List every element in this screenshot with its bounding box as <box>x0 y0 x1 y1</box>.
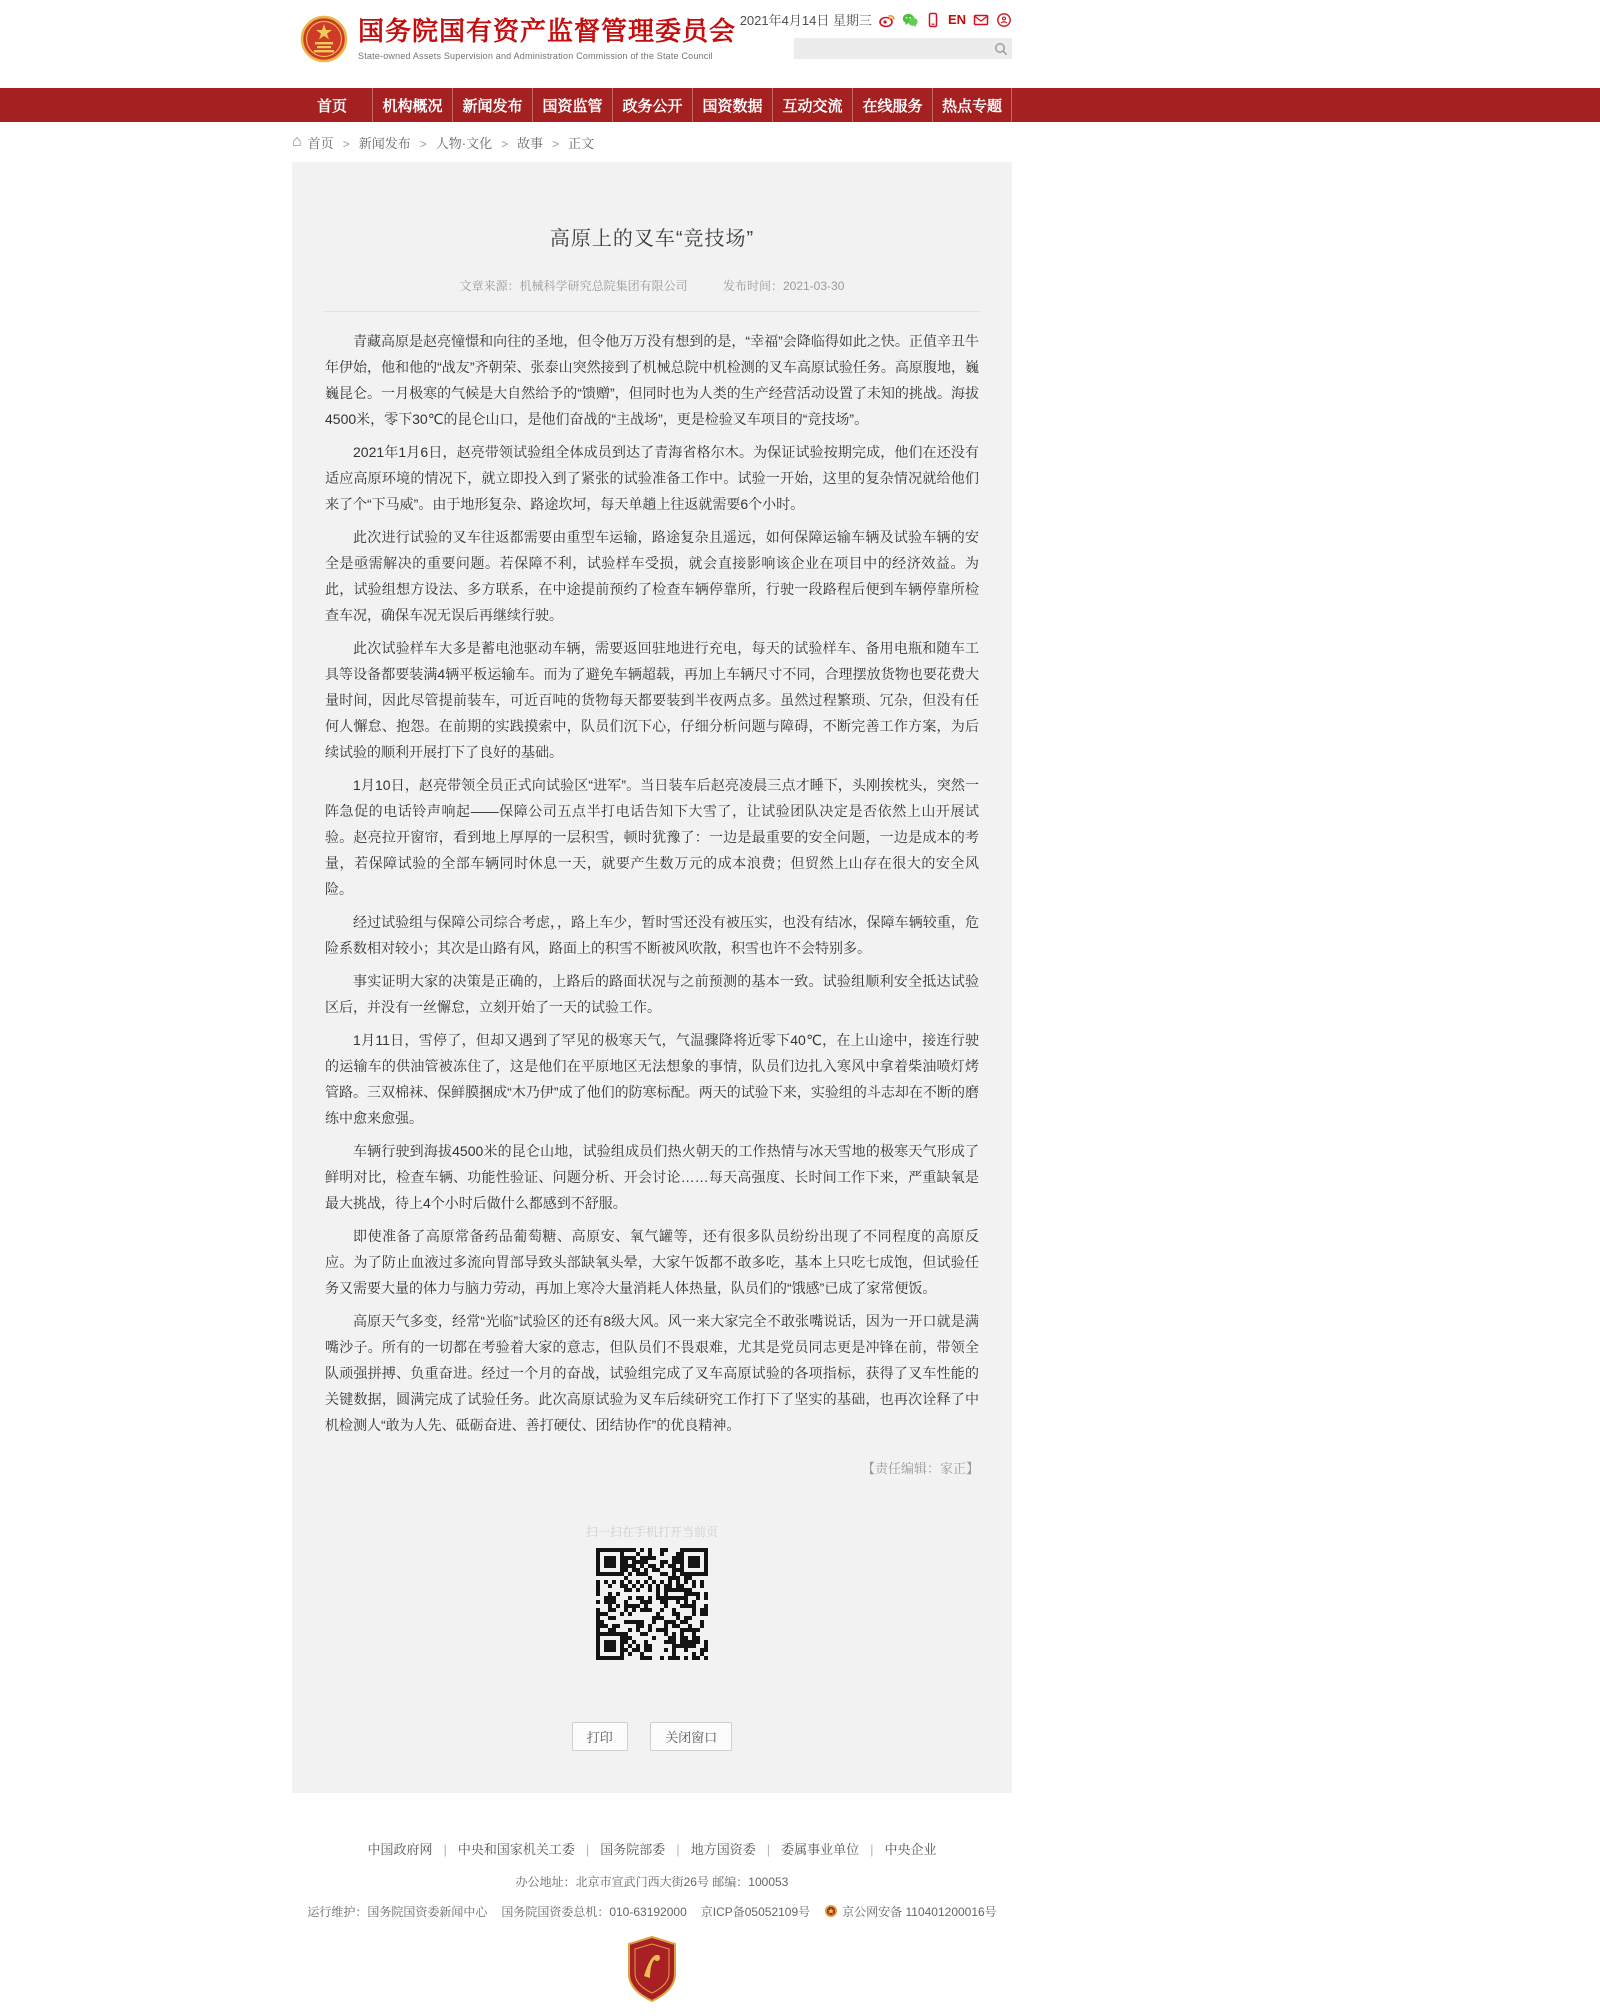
footer-phone: 国务院国资委总机：010-63192000 <box>501 1905 687 1919</box>
footer-icp[interactable]: 京ICP备05052109号 <box>700 1905 811 1919</box>
footer-link[interactable]: | 中央和国家机关工委 <box>432 1842 574 1857</box>
breadcrumb-item[interactable]: > 人物·文化 <box>411 133 492 152</box>
footer-link[interactable]: | 中央企业 <box>859 1842 936 1857</box>
site-title: 国务院国有资产监督管理委员会 <box>358 16 737 47</box>
site-header <box>0 0 1600 88</box>
article-paragraph: 事实证明大家的决策是正确的，上路后的路面状况与之前预测的基本一致。试验组顺利安全抵达试验区后，并没有一丝懈怠，立刻开始了一天的试验工作。 <box>325 973 979 1015</box>
site-footer <box>0 1793 1600 2016</box>
current-date: 2021年4月14日 星期三 <box>739 13 872 28</box>
editor-credit: 【责任编辑：家正】 <box>861 1461 979 1476</box>
search-input[interactable] <box>802 42 994 56</box>
article-panel <box>292 162 1012 1793</box>
footer-police-text: 京公网安备 110401200016号 <box>842 1905 997 1919</box>
article-paragraph: 高原天气多变，经常“光临”试验区的还有8级大风。风一来大家完全不敢张嘴说话，因为一开口就是满嘴沙子。所有的一切都在考验着大家的意志，但队员们不畏艰难，尤其是党员同志更是冲锋在前，带领全队顽强拼搏、负重奋进。经过一个月的奋战，试验组完成了叉车高原试验的各项指标，获得了叉车性能的关键数据，圆满完成了试验任务。此次高原试验为叉车后续研究工作打下了坚实的基础，也再次诠释了中机检测人“敢为人先、砥砺奋进、善打硬仗、团结协作”的优良精神。 <box>325 1313 979 1433</box>
message-seal-icon[interactable] <box>996 12 1012 28</box>
site-subtitle: State-owned Assets Supervision and Administration Commission of the State Council <box>358 50 713 61</box>
article-paragraph: 车辆行驶到海拔4500米的昆仑山地，试验组成员们热火朝天的工作热情与冰天雪地的极寒天气形成了鲜明对比，检查车辆、功能性验证、问题分析、开会讨论……每天高强度、长时间工作下来，严重缺氧是最大挑战，待上4个小时后做什么都感到不舒服。 <box>325 1143 979 1211</box>
wechat-icon[interactable] <box>902 12 918 28</box>
article-paragraph: 此次试验样车大多是蓄电池驱动车辆，需要返回驻地进行充电，每天的试验样车、备用电瓶和随车工具等设备都要装满4辆平板运输车。而为了避免车辆超载，再加上车辆尺寸不同，合理摆放货物也要花费大量时间，因此尽管提前装车，可近百吨的货物每天都要装到半夜两点多。虽然过程繁琐、冗杂，但没有任何人懈怠、抱怨。在前期的实践摸索中，队员们沉下心，仔细分析问题与障碍，不断完善工作方案，为后续试验的顺利开展打下了良好的基础。 <box>325 640 979 760</box>
nav-item[interactable]: 首页 <box>316 97 347 115</box>
nav-item[interactable]: 国资监管 <box>532 88 612 122</box>
footer-links <box>292 1839 1012 1858</box>
nav-item[interactable]: 互动交流 <box>772 88 852 122</box>
weibo-icon[interactable] <box>879 12 895 28</box>
search-box[interactable] <box>794 38 1012 59</box>
qr-tip-text: 扫一扫在手机打开当前页 <box>585 1525 718 1539</box>
footer-police-record[interactable] <box>824 1903 997 1920</box>
qr-code <box>596 1548 708 1660</box>
footer-link[interactable]: | 国务院部委 <box>575 1842 665 1857</box>
footer-link[interactable]: | 地方国资委 <box>665 1842 755 1857</box>
article-meta <box>325 277 979 294</box>
qr-block <box>325 1523 979 1660</box>
nav-item[interactable]: 热点专题 <box>932 88 1012 122</box>
main-nav <box>0 88 1600 122</box>
article-paragraph: 2021年1月6日，赵亮带领试验组全体成员到达了青海省格尔木。为保证试验按期完成，他们在还没有适应高原环境的情况下，就立即投入到了紧张的试验准备工作中。试验一开始，这里的复杂情况就给他们来了个“下马威”。由于地形复杂、路途坎坷，每天单趟上往返就需要6个小时。 <box>325 444 979 512</box>
article-publish-time: 发布时间：2021-03-30 <box>722 279 845 293</box>
article-body <box>325 328 979 1438</box>
nav-item[interactable]: 新闻发布 <box>452 88 532 122</box>
breadcrumb-item[interactable]: > 新闻发布 <box>334 133 411 152</box>
article-paragraph: 1月11日，雪停了，但却又遇到了罕见的极寒天气，气温骤降将近零下40℃，在上山途中，接连行驶的运输车的供油管被冻住了，这是他们在平原地区无法想象的事情，队员们边扎入寒风中拿着柴油喷灯烤管路。三双棉袜、保鲜膜捆成“木乃伊”成了他们的防寒标配。两天的试验下来，实验组的斗志却在不断的磨练中愈来愈强。 <box>325 1032 979 1126</box>
breadcrumb-item[interactable]: > 故事 <box>492 133 543 152</box>
article-source: 文章来源：机械科学研究总院集团有限公司 <box>459 279 688 293</box>
mobile-icon[interactable] <box>925 12 941 28</box>
meta-divider <box>325 311 979 312</box>
home-icon[interactable]: ⌂ <box>292 133 302 150</box>
print-button[interactable]: 打印 <box>572 1722 628 1751</box>
footer-link[interactable]: | 委属事业单位 <box>756 1842 859 1857</box>
mail-icon[interactable] <box>973 12 989 28</box>
site-logo[interactable] <box>300 12 736 66</box>
article-paragraph: 1月10日，赵亮带领全员正式向试验区“进军”。当日装车后赵亮凌晨三点才睡下，头刚挨枕头，突然一阵急促的电话铃声响起——保障公司五点半打电话告知下大雪了，让试验团队决定是否依然上山开展试验。赵亮拉开窗帘，看到地上厚厚的一层积雪，顿时犹豫了：一边是最重要的安全问题，一边是成本的考量，若保障试验的全部车辆同时休息一天，就要产生数万元的成本浪费；但贸然上山存在很大的安全风险。 <box>325 777 979 897</box>
action-row <box>325 1722 979 1751</box>
police-badge-icon <box>824 1904 838 1918</box>
nav-item[interactable]: 国资数据 <box>692 88 772 122</box>
footer-info <box>292 1903 1012 1920</box>
national-emblem-icon <box>300 12 348 66</box>
nav-item[interactable]: 在线服务 <box>852 88 932 122</box>
article-paragraph: 经过试验组与保障公司综合考虑，，路上车少，暂时雪还没有被压实，也没有结冰，保障车辆较重，危险系数相对较小；其次是山路有风，路面上的积雪不断被风吹散，积雪也许不会特别多。 <box>325 914 979 956</box>
breadcrumb <box>292 122 1012 162</box>
nav-item[interactable]: 政务公开 <box>612 88 692 122</box>
footer-maintain: 运行维护：国务院国资委新闻中心 <box>307 1905 488 1919</box>
close-window-button[interactable]: 关闭窗口 <box>650 1722 732 1751</box>
site-title-block <box>358 17 736 61</box>
language-toggle-en[interactable]: EN <box>947 12 966 27</box>
article-paragraph: 此次进行试验的叉车往返都需要由重型车运输，路途复杂且遥远，如何保障运输车辆及试验车辆的安全是亟需解决的重要问题。若保障不利，试验样车受损，就会直接影响该企业在项目中的经济效益。为此，试验组想方设法、多方联系，在中途提前预约了检查车辆停靠所，行驶一段路程后便到车辆停靠所检查车况，确保车况无误后再继续行驶。 <box>325 529 979 623</box>
breadcrumb-item[interactable]: > 正文 <box>543 133 594 152</box>
header-utilities <box>740 10 1012 59</box>
nav-item[interactable]: 机构概况 <box>372 88 452 122</box>
gov-site-badge[interactable] <box>626 1936 678 2002</box>
breadcrumb-item[interactable]: 首页 <box>307 135 334 151</box>
footer-address: 办公地址：北京市宣武门西大街26号 邮编：100053 <box>515 1875 789 1889</box>
footer-link[interactable]: 中国政府网 <box>367 1842 433 1857</box>
article-paragraph: 青藏高原是赵亮憧憬和向往的圣地，但令他万万没有想到的是，“幸福”会降临得如此之快。正值辛丑牛年伊始，他和他的“战友”齐朝荣、张泰山突然接到了机械总院中机检测的叉车高原试验任务。高原腹地，巍巍昆仑。一月极寒的气候是大自然给予的“馈赠”，但同时也为人类的生产经营活动设置了未知的挑战。海拔4500米，零下30℃的昆仑山口，是他们奋战的“主战场”，更是检验叉车项目的“竞技场”。 <box>325 333 979 427</box>
article-title: 高原上的叉车“竞技场” <box>549 228 755 250</box>
article-paragraph: 即使准备了高原常备药品葡萄糖、高原安、氧气罐等，还有很多队员纷纷出现了不同程度的高原反应。为了防止血液过多流向胃部导致头部缺氧头晕，大家午饭都不敢多吃，基本上只吃七成饱，但试验任务又需要大量的体力与脑力劳动，再加上寒冷大量消耗人体热量，队员们的“饿感”已成了家常便饭。 <box>325 1228 979 1296</box>
search-icon[interactable] <box>994 42 1008 56</box>
